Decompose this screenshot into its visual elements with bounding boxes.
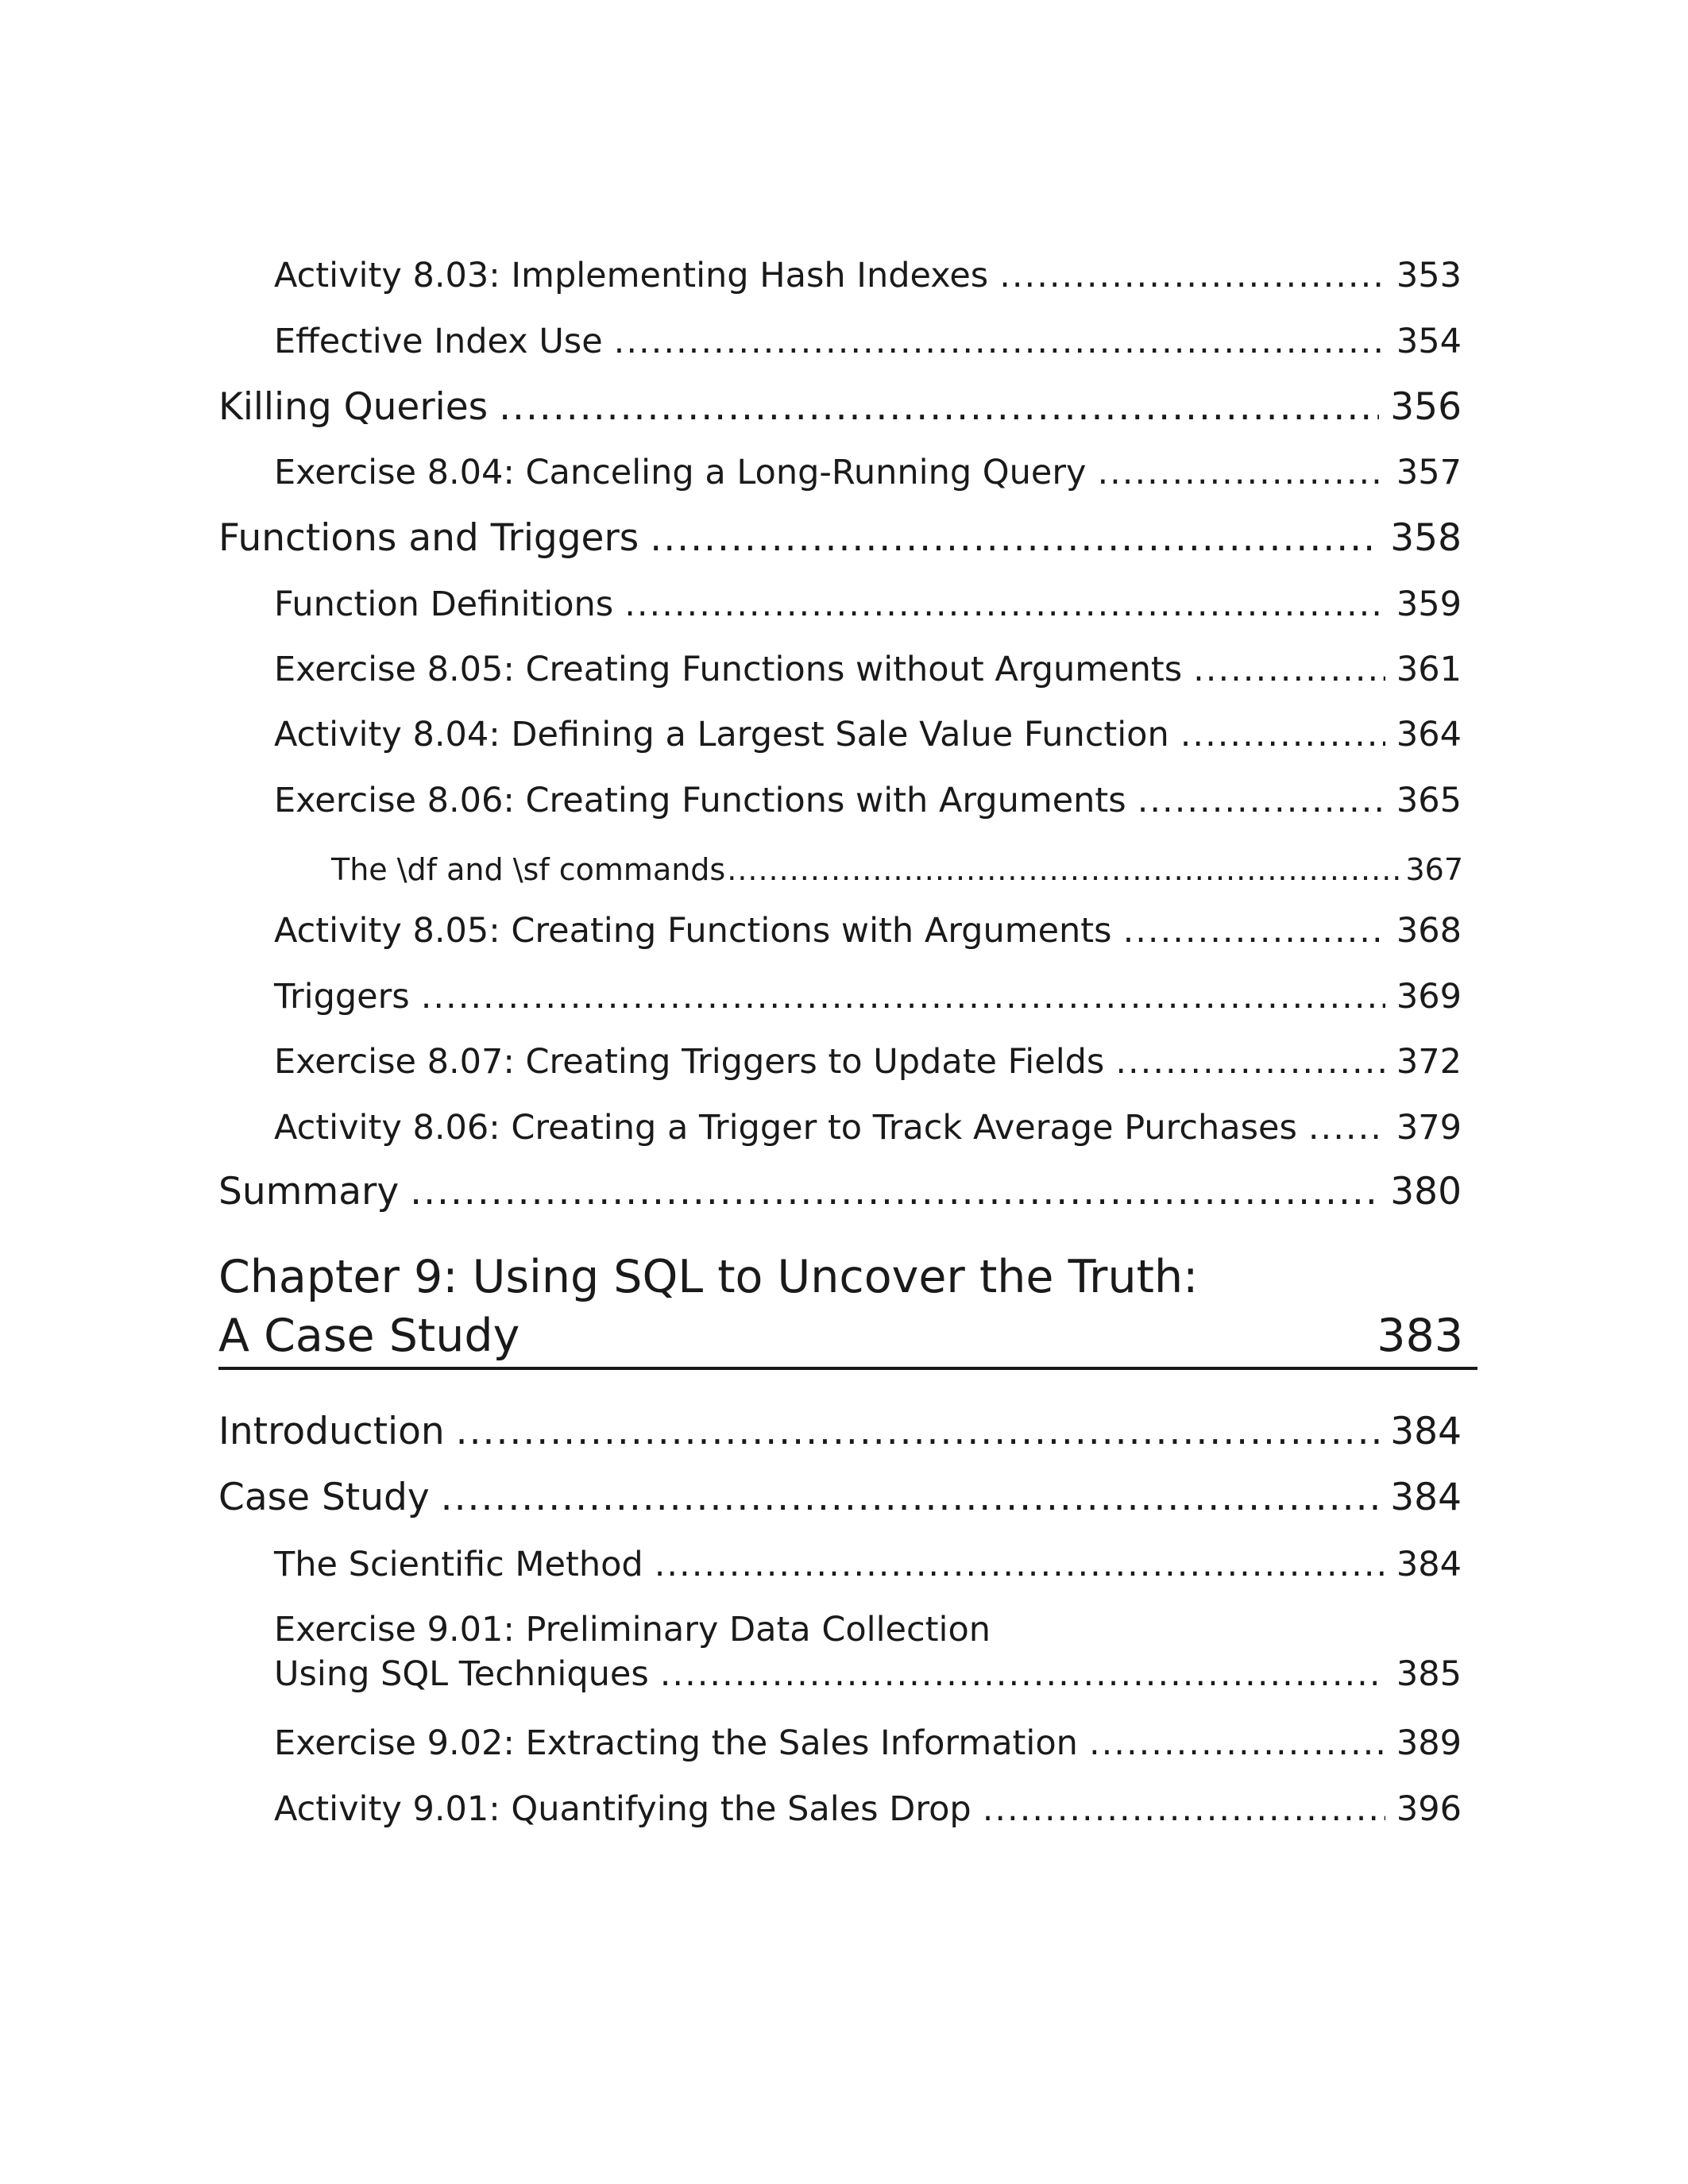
toc-entry-title-line2: Using SQL Techniques: [274, 1654, 649, 1694]
toc-entry-title: Exercise 8.04: Canceling a Long-Running Query: [274, 453, 1087, 492]
dot-leader: [624, 585, 1385, 624]
chapter-title-line1: Chapter 9: Using SQL to Uncover the Truth:: [218, 1251, 1199, 1303]
toc-entry-title: The \df and \sf commands: [331, 852, 726, 887]
dot-leader: [1180, 715, 1385, 754]
dot-leader: [655, 1545, 1385, 1584]
dot-leader: [1089, 1723, 1385, 1763]
toc-entry: [274, 715, 1462, 754]
toc-entry-title: Introduction: [218, 1410, 445, 1453]
toc-entry-title: Activity 8.06: Creating a Trigger to Track Average Purchases: [274, 1108, 1297, 1148]
dot-leader: [614, 322, 1385, 361]
toc-entry-page: 384: [1390, 1476, 1462, 1519]
toc-entry-title: Activity 8.05: Creating Functions with Arguments: [274, 911, 1112, 951]
toc-entry-page: 396: [1396, 1789, 1462, 1829]
toc-entry-page: 389: [1396, 1723, 1462, 1763]
toc-entry: [274, 1723, 1462, 1763]
toc-entry: [274, 453, 1462, 492]
toc-entry: [274, 911, 1462, 951]
toc-entry-page: 361: [1396, 650, 1462, 689]
toc-entry-title: Exercise 8.07: Creating Triggers to Update Fields: [274, 1042, 1105, 1082]
toc-entry-two-line: [274, 1610, 1462, 1694]
chapter-title-row: [218, 1310, 1477, 1370]
toc-entry-title: Exercise 9.02: Extracting the Sales Information: [274, 1723, 1078, 1763]
toc-entry: [274, 585, 1462, 624]
toc-entry-page: 384: [1396, 1545, 1462, 1584]
toc-entry-page: 379: [1396, 1108, 1462, 1148]
toc-entry-title: Triggers: [274, 977, 410, 1017]
toc-entry-page: 354: [1396, 322, 1462, 361]
toc-entry-page: 359: [1396, 585, 1462, 624]
toc-entry-page: 384: [1390, 1410, 1462, 1453]
toc-entry: [218, 516, 1462, 560]
dot-leader: [499, 385, 1379, 429]
toc-entry-title: Exercise 8.05: Creating Functions without Arguments: [274, 650, 1183, 689]
dot-leader: [1097, 453, 1385, 492]
toc-entry: [274, 322, 1462, 361]
toc-entry: [218, 1476, 1462, 1519]
dot-leader: [1115, 1042, 1385, 1082]
toc-entry-page: 356: [1390, 385, 1462, 429]
toc-entry: [274, 1789, 1462, 1829]
toc-entry-title: Killing Queries: [218, 385, 489, 429]
dot-leader: [456, 1410, 1380, 1453]
dot-leader: [660, 1654, 1385, 1694]
dot-leader: [1193, 650, 1385, 689]
toc-entry-title: Function Definitions: [274, 585, 614, 624]
toc-entry-row: [274, 1654, 1462, 1694]
toc-entry-title: Activity 9.01: Quantifying the Sales Drop: [274, 1789, 971, 1829]
dot-leader: [421, 977, 1385, 1017]
dot-leader: [650, 516, 1379, 560]
dot-leader: [727, 852, 1404, 887]
dot-leader: [1138, 781, 1385, 820]
toc-entry-title: The Scientific Method: [274, 1545, 643, 1584]
toc-entry: [274, 650, 1462, 689]
toc-entry: [331, 852, 1463, 887]
toc-entry-title: Summary: [218, 1170, 400, 1214]
toc-entry: [218, 1170, 1462, 1214]
dot-leader: [410, 1170, 1379, 1214]
dot-leader: [983, 1789, 1385, 1829]
toc-entry-title-line1: Exercise 9.01: Preliminary Data Collection: [274, 1610, 991, 1650]
toc-entry: [274, 1042, 1462, 1082]
toc-entry-title: Exercise 8.06: Creating Functions with Arguments: [274, 781, 1126, 820]
toc-entry-page: 368: [1396, 911, 1462, 951]
toc-entry-page: 367: [1405, 852, 1463, 887]
toc-entry-page: 364: [1396, 715, 1462, 754]
dot-leader: [441, 1476, 1380, 1519]
toc-entry-title: Case Study: [218, 1476, 430, 1519]
toc-entry: [274, 1108, 1462, 1148]
toc-entry: [274, 781, 1462, 820]
toc-entry-title: Effective Index Use: [274, 322, 603, 361]
dot-leader: [999, 256, 1385, 295]
toc-entry-page: 385: [1396, 1654, 1462, 1694]
toc-entry-page: 357: [1396, 453, 1462, 492]
toc-entry-title: Activity 8.03: Implementing Hash Indexes: [274, 256, 989, 295]
chapter-page: 383: [1377, 1310, 1463, 1362]
toc-entry-page: 358: [1390, 516, 1462, 560]
toc-entry-page: 369: [1396, 977, 1462, 1017]
toc-entry-title: Activity 8.04: Defining a Largest Sale Value Function: [274, 715, 1169, 754]
dot-leader: [1123, 911, 1385, 951]
toc-entry: [218, 385, 1462, 429]
chapter-heading: [218, 1251, 1477, 1370]
toc-entry: [274, 1545, 1462, 1584]
toc-entry-page: 380: [1390, 1170, 1462, 1214]
toc-entry: [274, 256, 1462, 295]
toc-entry-title: Functions and Triggers: [218, 516, 639, 560]
toc-entry-page: 372: [1396, 1042, 1462, 1082]
dot-leader: [1308, 1108, 1385, 1148]
toc-entry-page: 353: [1396, 256, 1462, 295]
chapter-title-line2: A Case Study: [218, 1310, 520, 1362]
toc-entry-page: 365: [1396, 781, 1462, 820]
toc-entry: [218, 1410, 1462, 1453]
toc-entry: [274, 977, 1462, 1017]
